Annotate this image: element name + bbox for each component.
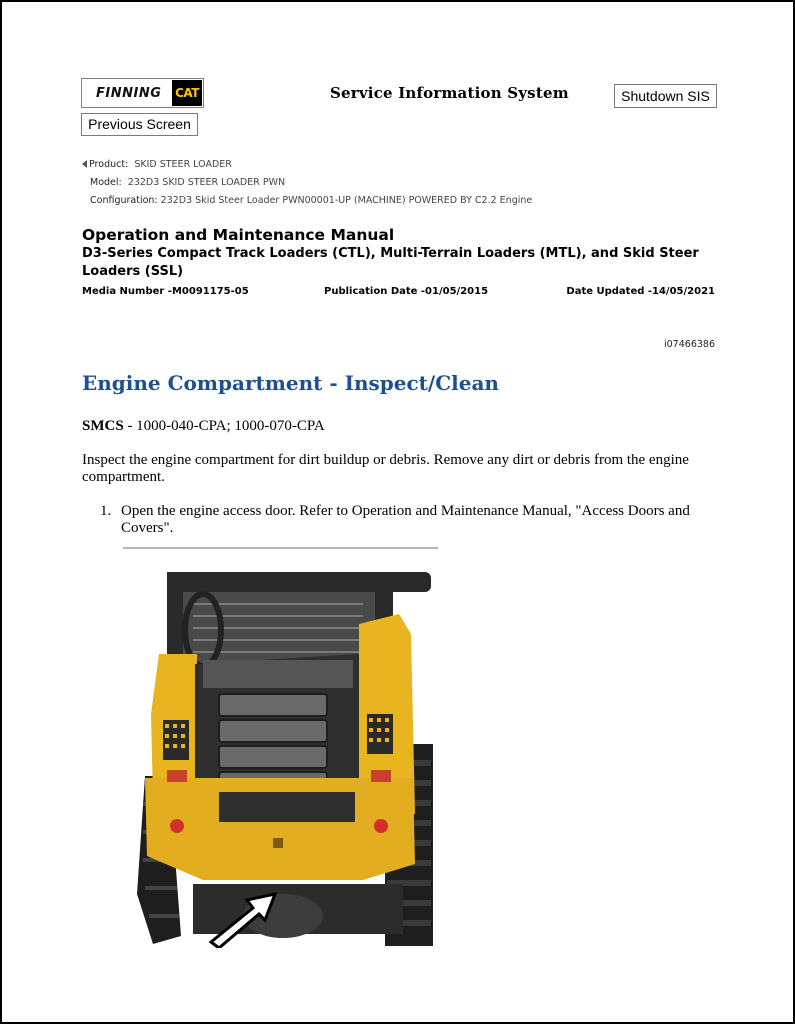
loader-rear-illustration [123, 564, 435, 948]
document-id: i07466386 [664, 339, 715, 350]
finning-cat-logo [81, 78, 204, 108]
left-tail-light [170, 819, 184, 833]
step-number: 1. [100, 503, 112, 519]
breadcrumb-model: Model: 232D3 SKID STEER LOADER PWN [90, 177, 286, 188]
smcs-line: SMCS - 1000-040-CPA; 1000-070-CPA [82, 418, 325, 434]
breadcrumb-product: Product: SKID STEER LOADER [82, 159, 232, 170]
manual-title: Operation and Maintenance Manual [82, 226, 395, 244]
breadcrumb-configuration: Configuration: 232D3 Skid Steer Loader PWN00001-UP (MACHINE) POWERED BY C2.2 Engine [90, 195, 533, 206]
shutdown-sis-button[interactable]: Shutdown SIS [614, 84, 717, 108]
right-tail-light [374, 819, 388, 833]
intro-paragraph: Inspect the engine compartment for dirt buildup or debris. Remove any dirt or debris from the engine compartment. [82, 452, 689, 485]
section-title: Engine Compartment - Inspect/Clean [82, 371, 499, 395]
date-updated: Date Updated -14/05/2021 [566, 286, 715, 297]
manual-subtitle: D3-Series Compact Track Loaders (CTL), Multi-Terrain Loaders (MTL), and Skid Steer Loaders (SSL) [82, 246, 699, 279]
step-text: Open the engine access door. Refer to Operation and Maintenance Manual, "Access Doors and Covers". [121, 503, 690, 536]
finning-wordmark: FINNING [96, 86, 162, 101]
media-number: Media Number -M0091175-05 [82, 286, 249, 297]
system-title: Service Information System [330, 84, 569, 102]
illustration-divider [123, 547, 438, 549]
back-arrow-icon[interactable] [82, 160, 87, 168]
previous-screen-button[interactable]: Previous Screen [81, 113, 198, 136]
publication-date: Publication Date -01/05/2015 [324, 286, 489, 297]
cat-logo-icon: CAT [172, 80, 202, 106]
